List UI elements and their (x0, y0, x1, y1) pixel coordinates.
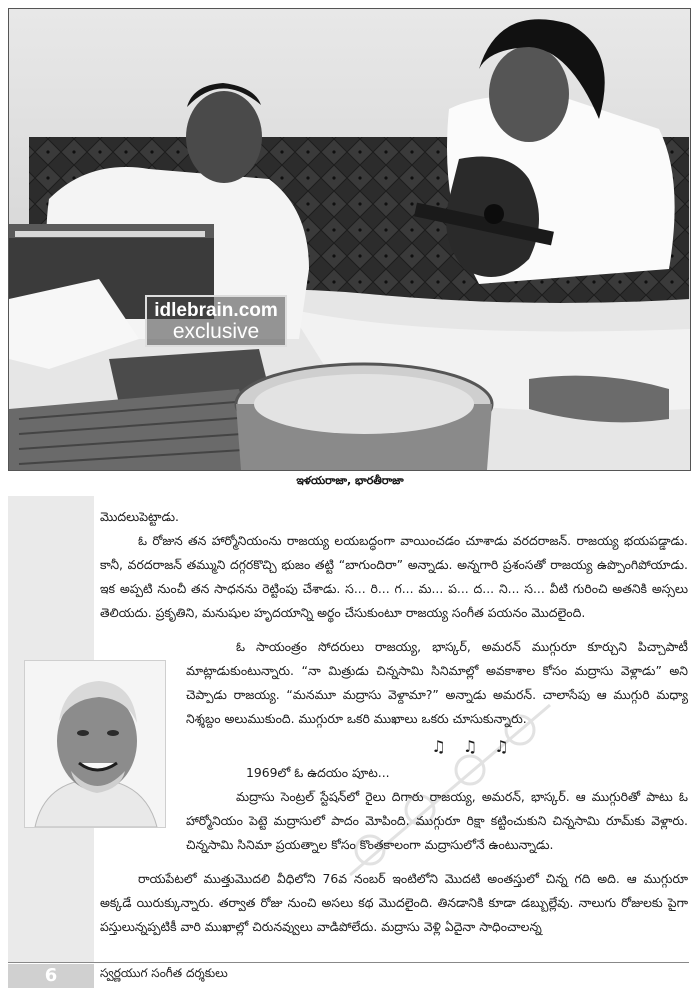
watermark-badge (145, 295, 287, 347)
article-body (100, 505, 688, 939)
footer-book-title: స్వర్ణయుగ సంగీత దర్శకులు (100, 966, 228, 980)
music-notes-divider: ♫ ♫ ♫ (431, 737, 515, 756)
watermark-site: idlebrain.com (154, 300, 278, 321)
page-number: 6 (8, 964, 94, 988)
paragraph-1: మొదలుపెట్టాడు. (100, 509, 179, 524)
photo-caption: ఇళయరాజా, భారతీరాజా (296, 474, 404, 487)
cover-photograph (8, 8, 691, 471)
paragraph-5: రాయపేటలో ముత్తుమొదలి వీధిలోని 76వ నంబర్ ఇంటిలోని మొదటి అంతస్తులో చిన్న గది అది. ఆ ముగ్గురూ అక్కడే యిరుక్కున్నారు. తర్వాత రోజు నుంచి అసలు కథ మొదలైంది. తినడానికి కూడా డబ్బుల్లేవు. నాలుగు రోజులకు పైగా పస్తులున్నప్పటికీ వారి ముఖాల్లో చిరునవ్వులు వాడిపోలేదు. మద్రాసు వెళ్లి ఏదైనా సాధించాలన్న (100, 871, 688, 934)
watermark-label: exclusive (172, 319, 260, 343)
paragraph-2: ఓ రోజున తన హార్మోనియంను రాజయ్య లయబద్ధంగా వాయించడం చూశాడు వరదరాజన్. రాజయ్య భయపడ్డాడు. కానీ, వరదరాజన్ తమ్ముని దగ్గరకొచ్చి భుజం తట్టి “బాగుందిరా” అన్నాడు. అన్నగారి ప్రశంసతో రాజయ్య ఉప్పొంగిపోయాడు. ఇక అప్పటి నుంచీ తన సాధనను రెట్టింపు చేశాడు. స... రి... గ... మ... ప... ద... ని... స... వీటి గురించి అతనికి అస్సలు తెలియదు. ప్రకృతిని, మనుషుల హృదయాన్ని అర్థం చేసుకుంటూ రాజయ్య సంగీత పయనం మొదలైంది. (100, 533, 688, 620)
paragraph-4: మద్రాసు సెంట్రల్ స్టేషన్‌లో రైలు దిగారు రాజయ్య, అమరన్, భాస్కర్. ఆ ముగ్గురితో పాటు ఓ హార్మోనియం పెట్టె మద్రాసులో పాదం మోపింది. ముగ్గురూ రిక్షా కట్టించుకుని చిన్నసామి రూమ్‌కు వెళ్లారు. చిన్నసామి సినిమా ప్రయత్నాల కోసం కొంతకాలంగా మద్రాసులోనే ఉంటున్నాడు. (186, 789, 688, 852)
footer-rule (8, 962, 689, 963)
photograph-image (9, 9, 690, 470)
paragraph-3: ఓ సాయంత్రం సోదరులు రాజయ్య, భాస్కర్, అమరన్ ముగ్గురూ కూర్చుని పిచ్చాపాటీ మాట్లాడుకుంటున్నారు. “నా మిత్రుడు చిన్నసామి సినిమాల్లో అవకాశాల కోసం మద్రాసు వెళ్లాడు” అని చెప్పాడు రాజయ్య. “మనమూ మద్రాసు వెళ్దామా?” అన్నాడు అమరన్. చాలాసేపు ఆ ముగ్గురి మధ్యా నిశ్శబ్దం అలుముకుంది. ముగ్గురూ ఒకరి ముఖాలు ఒకరు చూసుకున్నారు. (186, 639, 688, 726)
dateline: 1969లో ఓ ఉదయం పూట... (246, 765, 390, 780)
